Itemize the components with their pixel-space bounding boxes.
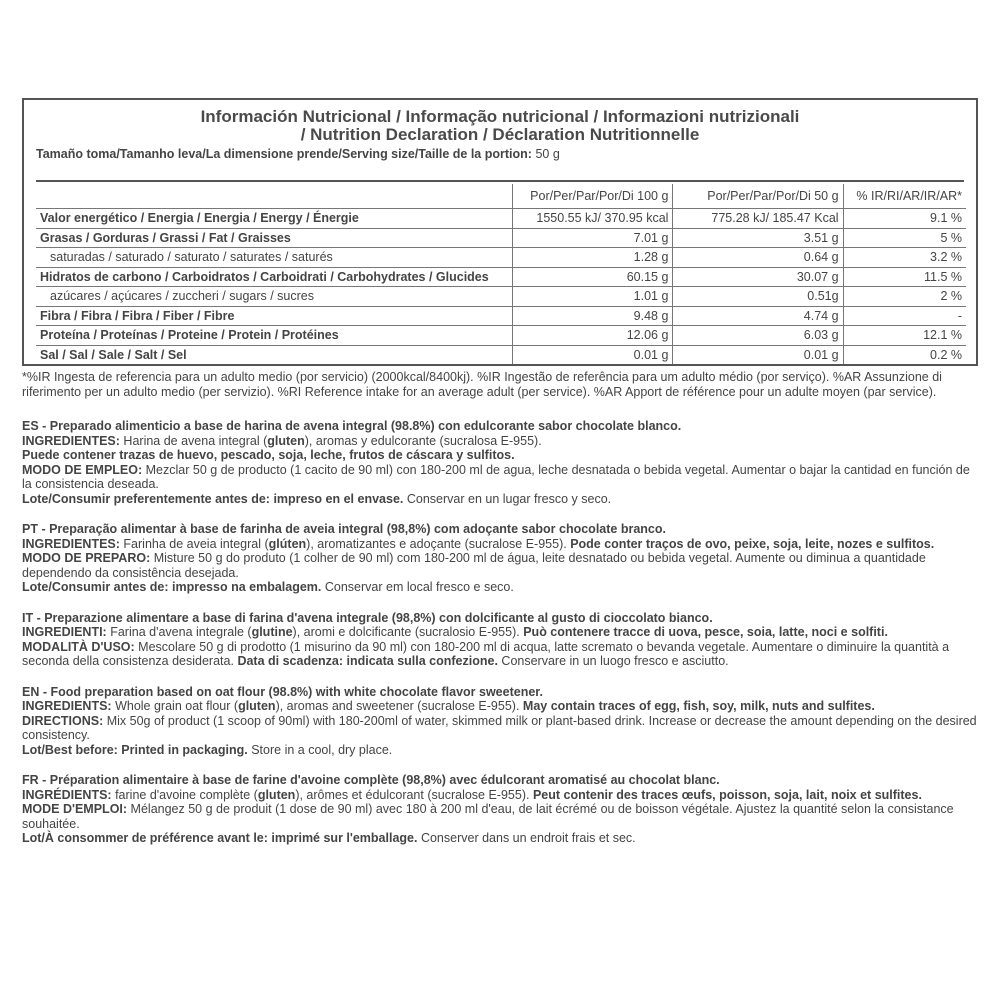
storage-text: Conservare in un luogo fresco e asciutto. [501, 654, 729, 668]
value-50g: 775.28 kJ/ 185.47 Kcal [673, 209, 843, 229]
column-header: Por/Per/Par/Por/Di 50 g [673, 184, 843, 209]
allergen: gluten [267, 433, 305, 448]
section-fr [22, 773, 978, 846]
allergen: glúten [268, 536, 307, 551]
lot-line [22, 831, 978, 846]
serving-size [36, 147, 560, 161]
ingredients-label: INGREDIENTES: [22, 433, 120, 448]
column-header: Por/Per/Par/Por/Di 100 g [512, 184, 673, 209]
value-100g: 0.01 g [512, 345, 673, 364]
section-title: EN - Food preparation based on oat flour (98.8%) with white chocolate flavor sweetener. [22, 684, 543, 699]
lot-line [22, 743, 978, 758]
directions-line [22, 551, 978, 580]
storage-text: Conservar en un lugar fresco y seco. [406, 491, 612, 506]
value-100g: 1550.55 kJ/ 370.95 kcal [512, 209, 673, 229]
ingredients-text: ), arômes et édulcorant (sucralose E-955). [295, 787, 530, 802]
storage-text: Store in a cool, dry place. [251, 742, 393, 757]
ingredients-label: INGREDIENTI: [22, 625, 107, 639]
ingredients-line [22, 434, 978, 449]
section-pt [22, 522, 978, 595]
ingredients-text: Harina de avena integral ( [123, 433, 268, 448]
label-text [22, 370, 978, 862]
value-pct: 5 % [843, 228, 966, 248]
storage-text: Conservar em local fresco e seco. [324, 580, 514, 594]
nutrition-title [24, 108, 976, 144]
value-pct: 0.2 % [843, 345, 966, 364]
row-label: Fibra / Fibra / Fibra / Fiber / Fibre [36, 306, 512, 326]
ingredients-label: INGRÉDIENTS: [22, 787, 112, 802]
ingredients-label: INGREDIENTES: [22, 536, 120, 551]
value-50g: 6.03 g [673, 326, 843, 346]
allergen: gluten [257, 787, 296, 802]
row-label: Sal / Sal / Sale / Salt / Sel [40, 347, 187, 362]
lot-label: Lot/Best before: Printed in packaging. [22, 742, 248, 757]
ingredients-line [22, 537, 978, 552]
traces-warning: Peut contenir des traces œufs, poisson, soja, lait, noix et sulfites. [532, 787, 922, 802]
reference-intake-note: *%IR Ingesta de referencia para un adulto medio (por servicio) (2000kcal/8400kj). %IR Ingestão de referência para um adulto médio (por serviço). %AR Assunzione di riferimento per un adulto medio (per servizio). %RI Reference intake for an average adult (per service). %AR Apport de référence pour un adulte moyen (par service). [22, 370, 942, 399]
allergen: glutine [251, 625, 293, 639]
column-header: % IR/RI/AR/IR/AR* [843, 184, 966, 209]
value-50g: 3.51 g [673, 228, 843, 248]
ingredients-line [22, 625, 978, 640]
table-row [36, 306, 966, 326]
ingredients-text: ), aromas y edulcorante (sucralosa E-955). [304, 433, 542, 448]
table-row [36, 248, 966, 268]
ingredients-text: ), aromatizantes e adoçante (sucralose E-955). [306, 536, 567, 551]
value-100g: 9.48 g [512, 306, 673, 326]
ingredients-text: Farina d'avena integrale ( [110, 625, 252, 639]
table-row [36, 345, 966, 364]
directions-label: DIRECTIONS: [22, 713, 104, 728]
value-100g: 1.01 g [512, 287, 673, 307]
lot-label: Lote/Consumir preferentemente antes de: impreso en el envase. [22, 491, 404, 506]
section-title: PT - Preparação alimentar à base de farinha de aveia integral (98,8%) com adoçante sabor chocolate branco. [22, 522, 666, 536]
section-title: IT - Preparazione alimentare a base di farina d'avena integrale (98,8%) con dolcificante al gusto di cioccolato bianco. [22, 610, 713, 625]
section-title: ES - Preparado alimenticio a base de harina de avena integral (98.8%) con edulcorante sabor chocolate blanco. [22, 419, 682, 433]
value-100g: 12.06 g [512, 326, 673, 346]
ingredients-line [22, 788, 978, 803]
directions-label: MODALITÀ D'USO: [22, 639, 135, 654]
value-pct: 3.2 % [843, 248, 966, 268]
nutrition-table [36, 184, 966, 364]
value-pct: 11.5 % [843, 267, 966, 287]
directions-label: MODO DE PREPARO: [22, 551, 151, 565]
row-label: Hidratos de carbono / Carboidratos / Carboidrati / Carbohydrates / Glucides [36, 267, 512, 287]
section-it [22, 611, 978, 669]
directions-label: MODO DE EMPLEO: [22, 462, 143, 477]
divider [36, 180, 964, 182]
storage-text: Conserver dans un endroit frais et sec. [420, 831, 636, 845]
directions-text: Mix 50g of product (1 scoop of 90ml) with 180-200ml of water, skimmed milk or plant-based drink. Increase or decrease the amount depending on the desired consistency. [22, 713, 977, 742]
value-50g: 0.01 g [673, 345, 843, 364]
table-header-row [36, 184, 966, 209]
title-line-1: Información Nutricional / Informação nutricional / Informazioni nutrizionali [200, 107, 800, 126]
traces-warning: Può contenere tracce di uova, pesce, soia, latte, noci e solfiti. [523, 625, 888, 639]
row-label: Grasas / Gorduras / Grassi / Fat / Graisses [36, 228, 512, 248]
serving-value: 50 g [535, 147, 560, 161]
section-en [22, 685, 978, 758]
value-50g: 30.07 g [673, 267, 843, 287]
lot-label: Lot/À consommer de préférence avant le: imprimé sur l'emballage. [22, 831, 418, 845]
directions-line [22, 802, 978, 831]
value-pct: 12.1 % [843, 326, 966, 346]
section-title: FR - Préparation alimentaire à base de farine d'avoine complète (98,8%) avec édulcorant aromatisé au chocolat blanc. [22, 773, 720, 787]
value-pct: 2 % [843, 287, 966, 307]
value-50g: 4.74 g [673, 306, 843, 326]
table-row [36, 209, 966, 229]
directions-line [22, 714, 978, 743]
lot-label: Data di scadenza: indicata sulla confezione. [237, 654, 498, 668]
section-es [22, 419, 978, 506]
value-100g: 7.01 g [512, 228, 673, 248]
lot-line [22, 492, 978, 507]
directions-line [22, 640, 978, 669]
title-line-2: / Nutrition Declaration / Déclaration Nutritionnelle [300, 125, 700, 144]
value-pct: 9.1 % [843, 209, 966, 229]
row-label: Proteína / Proteínas / Proteine / Protein / Protéines [36, 326, 512, 346]
ingredients-text: ), aromi e dolcificante (sucralosio E-955). [292, 625, 520, 639]
ingredients-text: ), aromas and sweetener (sucralose E-955). [275, 699, 520, 713]
lot-label: Lote/Consumir antes de: impresso na embalagem. [22, 580, 322, 594]
traces-warning: Pode conter traços de ovo, peixe, soja, leite, nozes e sulfitos. [570, 536, 935, 551]
ingredients-text: Whole grain oat flour ( [115, 699, 239, 713]
table-row [36, 287, 966, 307]
value-50g: 0.51g [673, 287, 843, 307]
directions-line [22, 463, 978, 492]
directions-text: Mélangez 50 g de produit (1 dose de 90 ml) avec 180 à 200 ml d'eau, de lait écrémé ou de boisson végétale. Ajustez la quantité selon la consistance souhaitée. [22, 802, 954, 831]
value-100g: 60.15 g [512, 267, 673, 287]
directions-label: MODE D'EMPLOI: [22, 802, 128, 816]
directions-text: Misture 50 g do produto (1 colher de 90 ml) com 180-200 ml de água, leite desnatado ou bebida vegetal. Aumente ou diminua a quantidade dependendo da consistência desejada. [22, 551, 926, 580]
allergen: gluten [238, 699, 276, 713]
ingredients-label: INGREDIENTS: [22, 699, 112, 713]
table-row [36, 267, 966, 287]
ingredients-line [22, 699, 978, 714]
column-header [36, 184, 512, 209]
serving-label: Tamaño toma/Tamanho leva/La dimensione prende/Serving size/Taille de la portion: [36, 147, 532, 161]
traces-warning: May contain traces of egg, fish, soy, milk, nuts and sulfites. [522, 699, 875, 713]
value-pct: - [843, 306, 966, 326]
value-100g: 1.28 g [512, 248, 673, 268]
directions-text: Mescolare 50 g di prodotto (1 misurino da 90 ml) con 180-200 ml di acqua, latte scremato o bevanda vegetale. Aumentare o diminuire la quantità a seconda della consistenza desiderata. [22, 639, 950, 668]
ingredients-text: farine d'avoine complète ( [115, 787, 258, 802]
table-row [36, 228, 966, 248]
table-row [36, 326, 966, 346]
value-50g: 0.64 g [673, 248, 843, 268]
row-label: Valor energético / Energia / Energia / Energy / Énergie [36, 209, 512, 229]
row-label: azúcares / açúcares / zuccheri / sugars / sucres [36, 287, 512, 307]
ingredients-text: Farinha de aveia integral ( [123, 536, 269, 551]
row-label: saturadas / saturado / saturato / saturates / saturés [36, 248, 512, 268]
traces-warning: Puede contener trazas de huevo, pescado, soja, leche, frutos de cáscara y sulfitos. [22, 448, 515, 462]
nutrition-panel [22, 98, 978, 366]
lot-line [22, 580, 978, 595]
directions-text: Mezclar 50 g de producto (1 cacito de 90 ml) con 180-200 ml de agua, leche desnatada o bebida vegetal. Aumentar o bajar la cantidad en función de la consistencia deseada. [22, 462, 970, 491]
